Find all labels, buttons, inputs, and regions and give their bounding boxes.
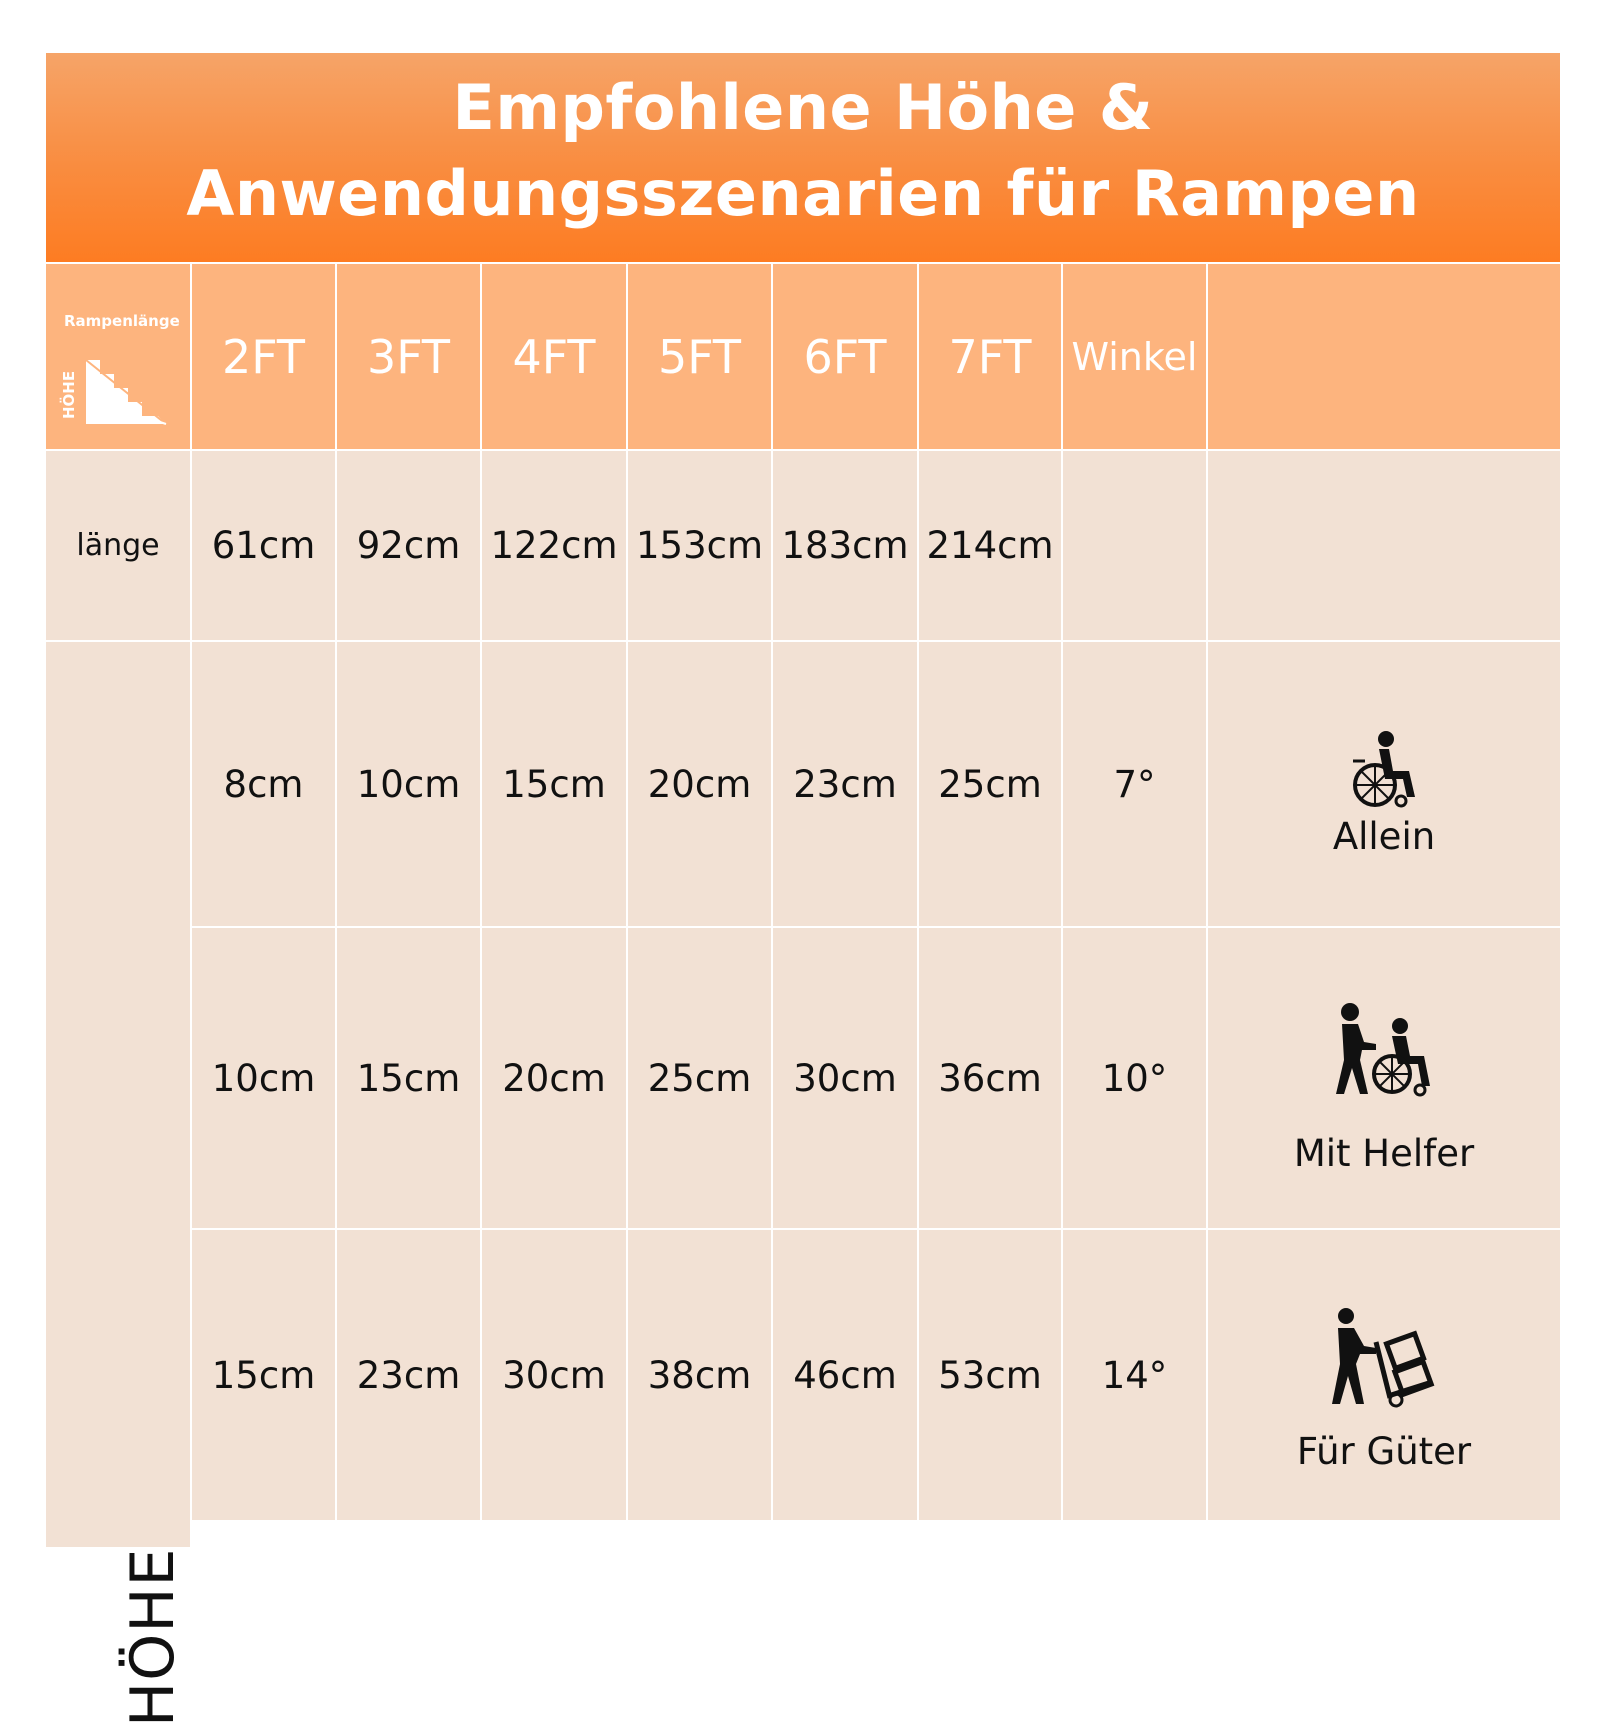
row-label-length: länge (46, 451, 190, 640)
column-header-5ft: 5FT (628, 264, 771, 449)
column-header-2ft: 2FT (192, 264, 335, 449)
length-cell-3ft: 92cm (337, 451, 480, 640)
angle-cell-r1: 7° (1063, 642, 1206, 926)
height-cell-r2-4ft: 20cm (482, 928, 626, 1228)
column-header-7ft: 7FT (919, 264, 1061, 449)
column-header-3ft: 3FT (337, 264, 480, 449)
height-cell-r3-2ft: 15cm (192, 1230, 335, 1520)
scenario-cell-goods (1208, 1230, 1560, 1520)
length-cell-5ft: 153cm (628, 451, 771, 640)
height-cell-r3-3ft: 23cm (337, 1230, 480, 1520)
ramp-stairs-icon (86, 360, 168, 437)
height-cell-r2-3ft: 15cm (337, 928, 480, 1228)
title-bar (46, 53, 1560, 262)
angle-cell-r2: 10° (1063, 928, 1206, 1228)
height-cell-r1-5ft: 20cm (628, 642, 771, 926)
height-cell-r2-2ft: 10cm (192, 928, 335, 1228)
height-cell-r2-7ft: 36cm (919, 928, 1061, 1228)
height-cell-r3-6ft: 46cm (773, 1230, 917, 1520)
height-cell-r1-2ft: 8cm (192, 642, 335, 926)
wheelchair-alone-icon (1349, 731, 1419, 809)
corner-label-height: HÖHE (60, 370, 78, 419)
hand-truck-icon (1332, 1308, 1436, 1408)
length-cell-4ft: 122cm (482, 451, 626, 640)
length-cell-angle (1063, 451, 1206, 640)
height-cell-r3-4ft: 30cm (482, 1230, 626, 1520)
scenario-cell-alone (1208, 642, 1560, 926)
wheelchair-helper-icon (1334, 1002, 1434, 1098)
height-cell-r1-4ft: 15cm (482, 642, 626, 926)
height-cell-r3-5ft: 38cm (628, 1230, 771, 1520)
height-cell-r1-3ft: 10cm (337, 642, 480, 926)
length-cell-2ft: 61cm (192, 451, 335, 640)
ramp-table-sheet (46, 53, 1560, 1727)
length-cell-7ft: 214cm (919, 451, 1061, 640)
scenario-label-helper: Mit Helfer (1293, 1131, 1475, 1175)
column-header-6ft: 6FT (773, 264, 917, 449)
height-cell-r1-6ft: 23cm (773, 642, 917, 926)
height-cell-r1-7ft: 25cm (919, 642, 1061, 926)
corner-label-ramp-length: Rampenlänge (64, 312, 180, 330)
scenario-label-goods: Für Güter (1296, 1429, 1472, 1473)
column-header-scenario (1208, 264, 1560, 449)
height-cell-r2-6ft: 30cm (773, 928, 917, 1228)
height-vertical-label: HÖHE (118, 1547, 188, 1727)
height-cell-r2-5ft: 25cm (628, 928, 771, 1228)
title-line-1: Empfohlene Höhe & (452, 71, 1154, 144)
column-header-angle: Winkel (1063, 264, 1206, 449)
height-row-group-label-cell (46, 642, 190, 1727)
height-cell-r3-7ft: 53cm (919, 1230, 1061, 1520)
title-line-2: Anwendungsszenarien für Rampen (186, 157, 1420, 230)
corner-cell (46, 264, 190, 449)
column-header-4ft: 4FT (482, 264, 626, 449)
length-cell-scenario (1208, 451, 1560, 640)
scenario-label-alone: Allein (1332, 814, 1436, 858)
length-cell-6ft: 183cm (773, 451, 917, 640)
scenario-cell-helper (1208, 928, 1560, 1228)
angle-cell-r3: 14° (1063, 1230, 1206, 1520)
